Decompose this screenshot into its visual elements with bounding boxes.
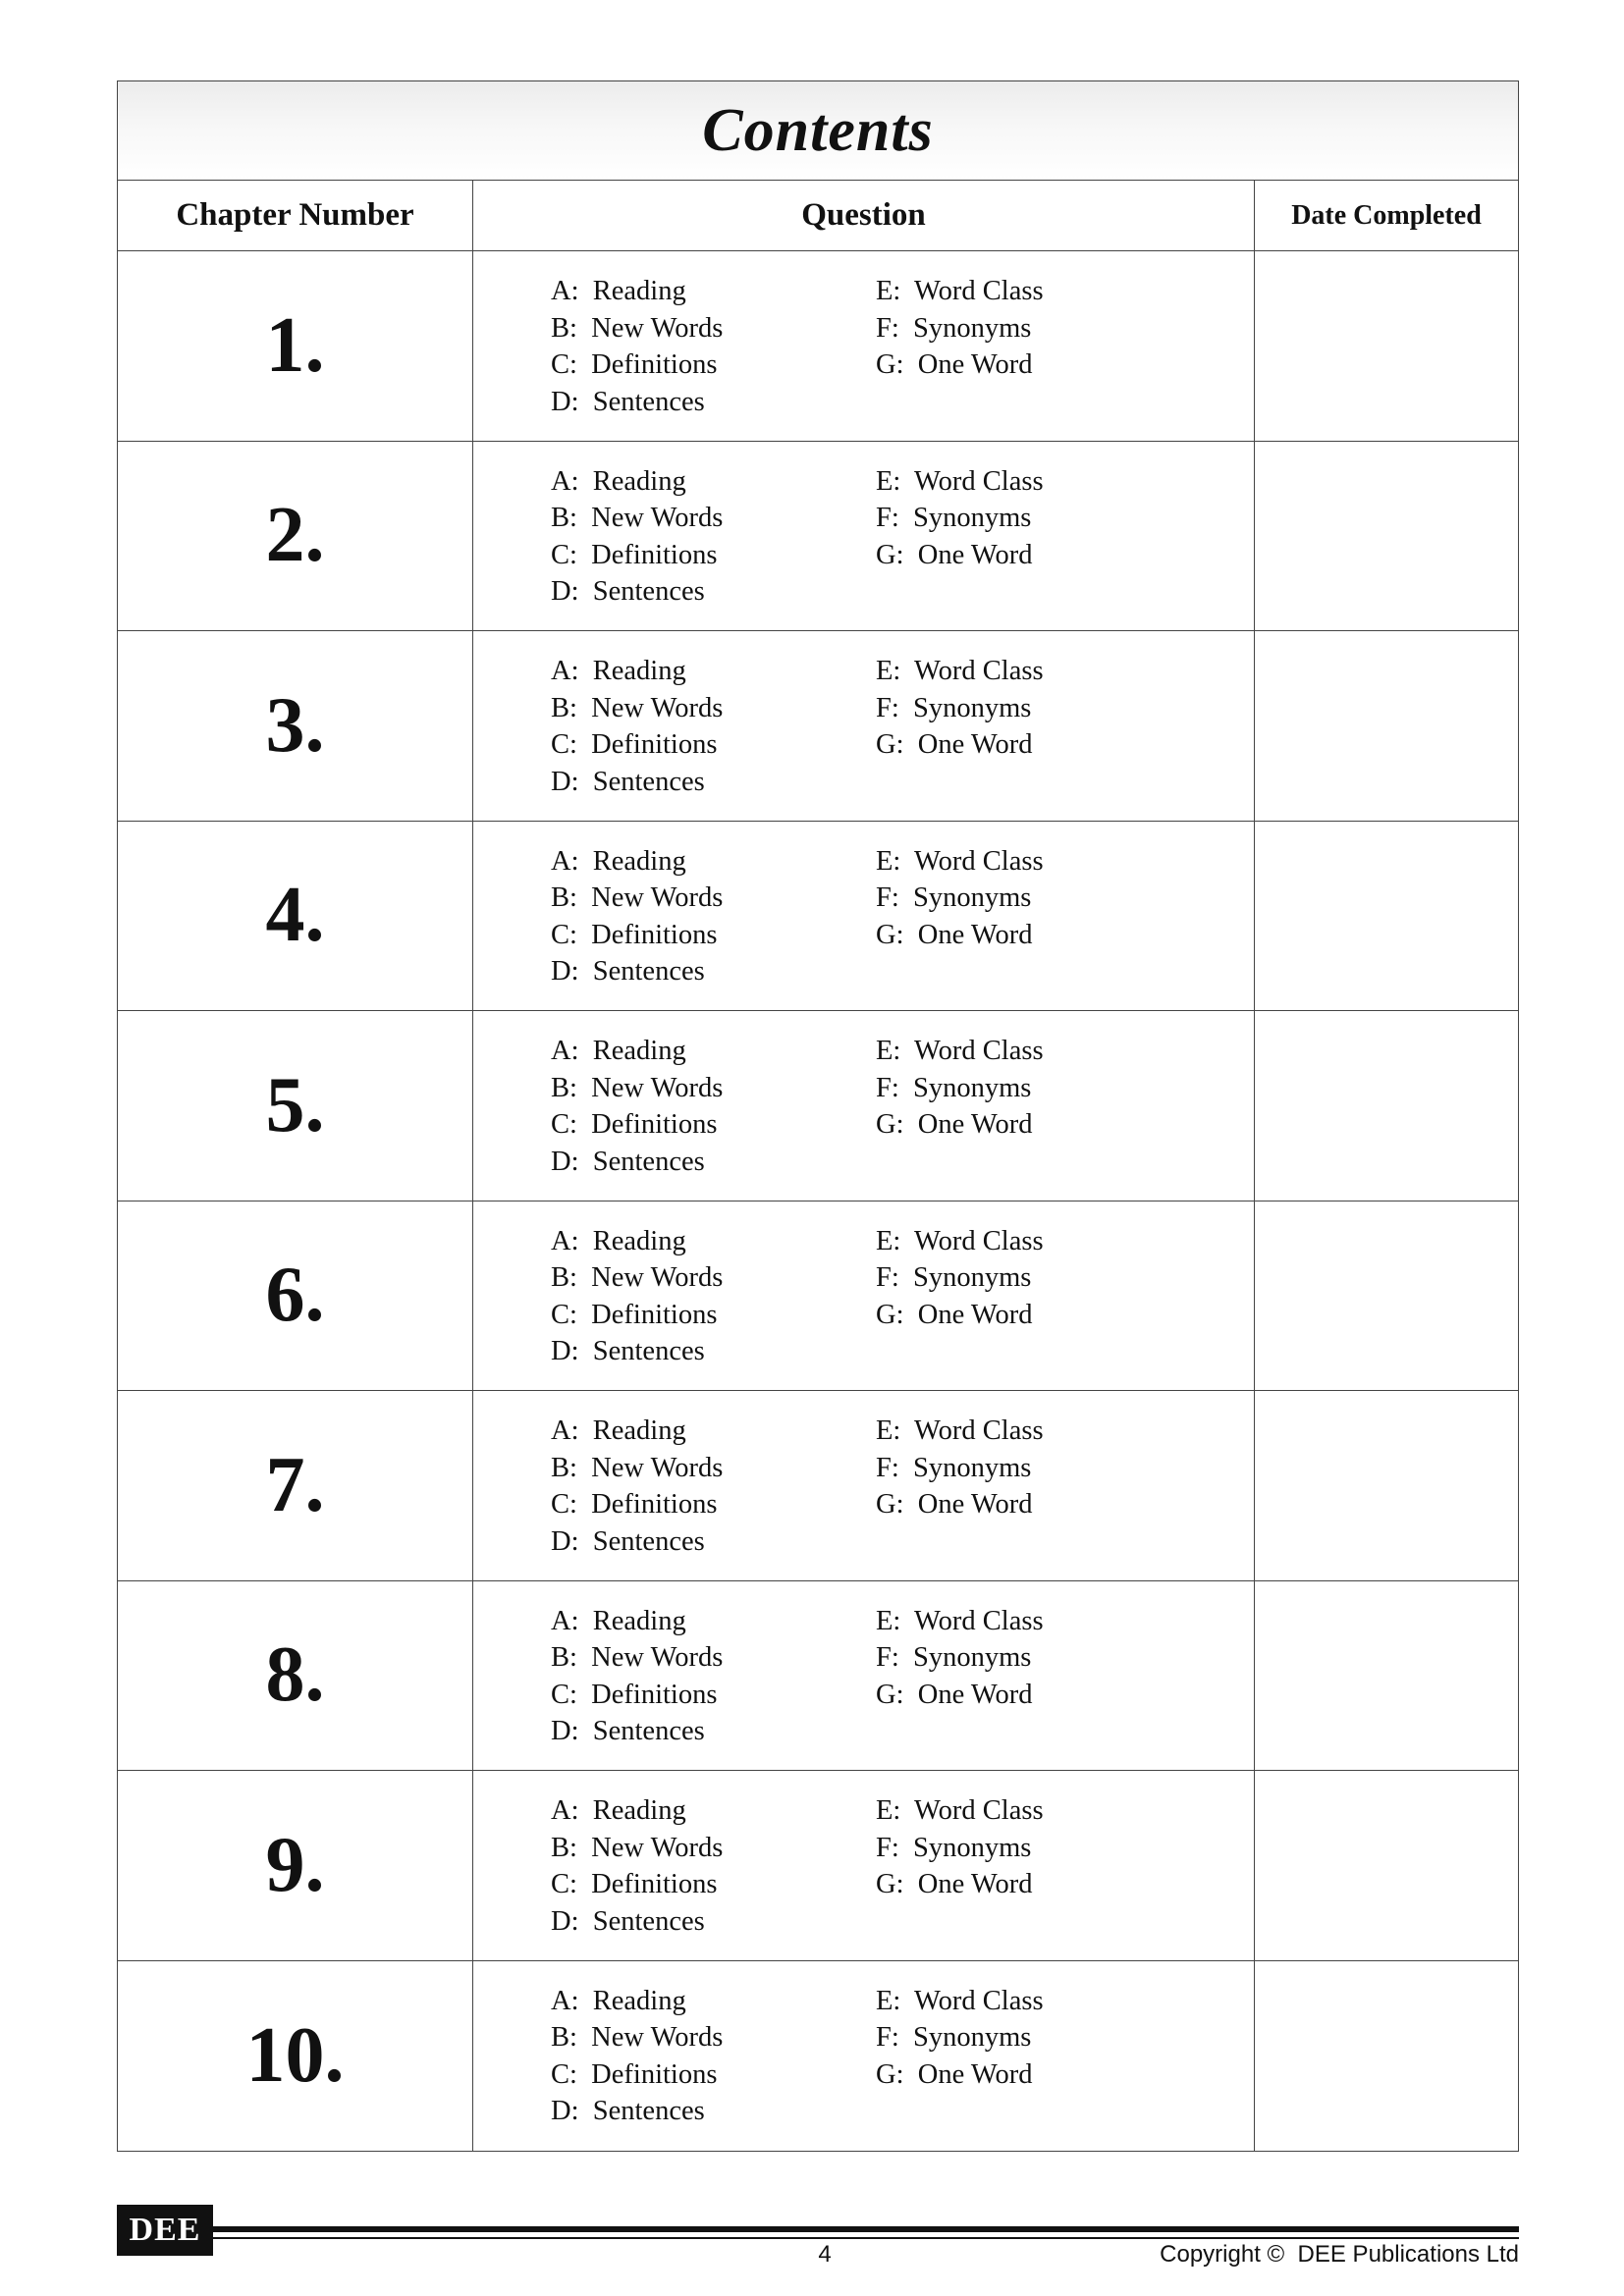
question-item: C: Definitions: [551, 1109, 718, 1140]
question-item: A: Reading: [551, 1415, 686, 1446]
question-list-right: [876, 1033, 1044, 1144]
question-item: D: Sentences: [551, 766, 705, 797]
footer-rule-thin: [213, 2237, 1519, 2239]
question-list-right: [876, 463, 1044, 574]
question-item: E: Word Class: [876, 1415, 1044, 1446]
question-item: E: Word Class: [876, 276, 1044, 306]
table-row: [118, 1581, 1518, 1772]
chapter-number: 3.: [118, 631, 473, 821]
question-item: F: Synonyms: [876, 1832, 1032, 1863]
question-item: D: Sentences: [551, 576, 705, 607]
chapter-number: 4.: [118, 822, 473, 1011]
question-item: D: Sentences: [551, 1525, 705, 1557]
chapter-number: 6.: [118, 1201, 473, 1391]
question-item: D: Sentences: [551, 1905, 705, 1937]
copyright-text: Copyright © DEE Publications Ltd: [1160, 2241, 1519, 2268]
question-item: A: Reading: [551, 465, 686, 497]
question-cell: [473, 442, 1255, 631]
question-list-left: [551, 463, 723, 611]
question-list-left: [551, 273, 723, 420]
question-list-left: [551, 843, 723, 990]
question-item: C: Definitions: [551, 1489, 718, 1520]
question-item: G: One Word: [876, 729, 1033, 760]
question-item: F: Synonyms: [876, 1452, 1032, 1483]
date-completed-cell[interactable]: [1255, 1771, 1518, 1960]
question-item: G: One Word: [876, 1679, 1033, 1710]
question-item: F: Synonyms: [876, 1262, 1032, 1293]
question-list-left: [551, 1792, 723, 1940]
chapter-number: 9.: [118, 1771, 473, 1960]
question-list-right: [876, 273, 1044, 384]
question-item: F: Synonyms: [876, 882, 1032, 913]
page-number: 4: [818, 2241, 832, 2268]
question-item: C: Definitions: [551, 1869, 718, 1899]
date-completed-cell[interactable]: [1255, 251, 1518, 441]
question-item: B: New Words: [551, 1452, 724, 1483]
question-item: G: One Word: [876, 919, 1033, 950]
column-header-question: Question: [473, 181, 1255, 250]
question-item: A: Reading: [551, 845, 686, 877]
date-completed-cell[interactable]: [1255, 822, 1518, 1011]
date-completed-cell[interactable]: [1255, 1201, 1518, 1391]
question-item: A: Reading: [551, 1985, 686, 2016]
question-item: B: New Words: [551, 882, 724, 913]
table-row: [118, 1961, 1518, 2152]
chapter-number: 10.: [118, 1961, 473, 2152]
question-list-right: [876, 843, 1044, 954]
question-list-right: [876, 1603, 1044, 1714]
question-item: B: New Words: [551, 312, 724, 344]
question-item: F: Synonyms: [876, 2022, 1032, 2053]
question-item: C: Definitions: [551, 539, 718, 570]
question-item: C: Definitions: [551, 919, 718, 950]
question-item: E: Word Class: [876, 1605, 1044, 1636]
table-row: [118, 1391, 1518, 1581]
footer-rule: [213, 2226, 1519, 2232]
question-item: G: One Word: [876, 1869, 1033, 1899]
table-row: [118, 631, 1518, 822]
question-cell: [473, 1961, 1255, 2152]
question-item: A: Reading: [551, 656, 686, 686]
question-list-right: [876, 1413, 1044, 1523]
question-cell: [473, 1391, 1255, 1580]
title-bar: [118, 81, 1518, 181]
question-item: E: Word Class: [876, 656, 1044, 686]
question-item: C: Definitions: [551, 2058, 718, 2090]
question-item: C: Definitions: [551, 1679, 718, 1710]
question-item: G: One Word: [876, 539, 1033, 570]
question-item: B: New Words: [551, 1262, 724, 1293]
question-cell: [473, 822, 1255, 1011]
question-item: B: New Words: [551, 1072, 724, 1103]
chapter-number: 8.: [118, 1581, 473, 1771]
chapter-rows: [118, 251, 1518, 2151]
date-completed-cell[interactable]: [1255, 442, 1518, 631]
table-row: [118, 442, 1518, 632]
question-item: F: Synonyms: [876, 312, 1032, 344]
question-list-right: [876, 653, 1044, 764]
question-item: G: One Word: [876, 2058, 1033, 2090]
question-item: G: One Word: [876, 1299, 1033, 1330]
question-item: F: Synonyms: [876, 692, 1032, 723]
question-item: B: New Words: [551, 1642, 724, 1673]
question-item: B: New Words: [551, 692, 724, 723]
question-item: G: One Word: [876, 1489, 1033, 1520]
question-item: D: Sentences: [551, 1716, 705, 1746]
question-list-right: [876, 1792, 1044, 1903]
table-row: [118, 1011, 1518, 1201]
question-item: D: Sentences: [551, 386, 705, 417]
question-cell: [473, 1011, 1255, 1201]
question-cell: [473, 1581, 1255, 1771]
contents-table: [117, 80, 1519, 2152]
date-completed-cell[interactable]: [1255, 1011, 1518, 1201]
question-item: F: Synonyms: [876, 503, 1032, 533]
question-item: B: New Words: [551, 503, 724, 533]
question-item: C: Definitions: [551, 349, 718, 380]
question-cell: [473, 251, 1255, 441]
question-cell: [473, 1201, 1255, 1391]
question-cell: [473, 631, 1255, 821]
question-item: A: Reading: [551, 276, 686, 306]
question-item: D: Sentences: [551, 1336, 705, 1366]
question-list-left: [551, 1223, 723, 1370]
question-item: A: Reading: [551, 1225, 686, 1256]
date-completed-cell[interactable]: [1255, 631, 1518, 821]
table-row: [118, 251, 1518, 442]
chapter-number: 1.: [118, 251, 473, 441]
question-item: D: Sentences: [551, 956, 705, 987]
date-completed-cell[interactable]: [1255, 1961, 1518, 2152]
question-list-left: [551, 1413, 723, 1560]
question-cell: [473, 1771, 1255, 1960]
chapter-number: 7.: [118, 1391, 473, 1580]
question-list-right: [876, 1223, 1044, 1334]
question-item: D: Sentences: [551, 2096, 705, 2126]
dee-logo: DEE: [117, 2205, 213, 2256]
question-item: E: Word Class: [876, 1795, 1044, 1826]
question-item: G: One Word: [876, 1109, 1033, 1140]
question-item: C: Definitions: [551, 729, 718, 760]
question-list-left: [551, 1033, 723, 1180]
question-item: E: Word Class: [876, 1985, 1044, 2016]
question-item: G: One Word: [876, 349, 1033, 380]
question-item: B: New Words: [551, 1832, 724, 1863]
table-row: [118, 822, 1518, 1012]
date-completed-cell[interactable]: [1255, 1581, 1518, 1771]
question-item: C: Definitions: [551, 1299, 718, 1330]
column-header-chapter: Chapter Number: [118, 181, 473, 250]
question-item: E: Word Class: [876, 1036, 1044, 1066]
question-item: B: New Words: [551, 2022, 724, 2053]
page-title: Contents: [702, 96, 934, 164]
table-row: [118, 1771, 1518, 1961]
table-row: [118, 1201, 1518, 1392]
question-list-right: [876, 1983, 1044, 2094]
question-item: A: Reading: [551, 1605, 686, 1636]
chapter-number: 5.: [118, 1011, 473, 1201]
question-list-left: [551, 653, 723, 800]
question-item: E: Word Class: [876, 465, 1044, 497]
question-item: D: Sentences: [551, 1146, 705, 1177]
question-list-left: [551, 1603, 723, 1750]
question-item: E: Word Class: [876, 1225, 1044, 1256]
table-header-row: [118, 181, 1518, 251]
chapter-number: 2.: [118, 442, 473, 631]
date-completed-cell[interactable]: [1255, 1391, 1518, 1580]
question-item: F: Synonyms: [876, 1072, 1032, 1103]
question-list-left: [551, 1983, 723, 2130]
question-item: F: Synonyms: [876, 1642, 1032, 1673]
question-item: A: Reading: [551, 1036, 686, 1066]
column-header-date: Date Completed: [1291, 199, 1482, 231]
question-item: A: Reading: [551, 1795, 686, 1826]
question-item: E: Word Class: [876, 845, 1044, 877]
